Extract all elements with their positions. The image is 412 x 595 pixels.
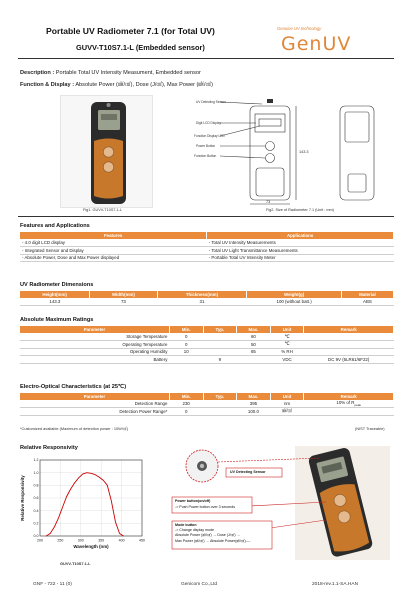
device-photo	[60, 95, 153, 208]
chart-xtick-label: 300	[77, 538, 84, 543]
abs-cell: 85	[237, 348, 271, 356]
abs-cell: 9	[203, 356, 237, 364]
abs-cell: DC 9V (6LR61/6F22)	[304, 356, 394, 364]
electro-header: Unit	[270, 393, 304, 400]
electro-header: Min.	[169, 393, 203, 400]
abs-cell: ℃	[270, 341, 304, 349]
chart-ytick-label: 0.4	[33, 508, 39, 513]
chart-xtick-label: 250	[57, 538, 64, 543]
description-line	[20, 70, 201, 76]
abs-cell	[203, 348, 237, 356]
chart-xtick-label: 450	[139, 538, 145, 543]
brand-logo: GenUV	[281, 33, 352, 55]
responsivity-chart	[18, 454, 148, 559]
electro-cell: 0	[169, 408, 203, 416]
features-header: Features	[20, 232, 207, 239]
dimensions-table	[20, 291, 394, 306]
chart-ytick-label: 0.8	[33, 483, 39, 488]
abs-cell: Operating Temperature	[20, 341, 169, 349]
footer-revision: 2018-rev.1.1-SA.HAN	[312, 582, 359, 587]
dim-label-func-led: Function Display LED	[194, 134, 225, 138]
abs-cell	[203, 333, 237, 341]
function-label: Function & Display :	[20, 82, 75, 88]
fig1-caption: Fig1. GUVV-T10S7.1-L	[83, 208, 123, 212]
electro-cell: 395	[237, 400, 271, 408]
electro-header: Typ.	[203, 393, 237, 400]
electro-cell: 230	[169, 400, 203, 408]
description-text: Portable Total UV Intensity Measument, Embedded sensor	[55, 70, 201, 76]
footer-company: Genicom Co.,Ltd	[181, 582, 217, 587]
electro-cell: ㎽/㎠	[270, 408, 304, 416]
chart-ytick-label: 1.0	[33, 470, 39, 475]
table-row	[20, 341, 394, 349]
remark-subscript: peak	[354, 402, 361, 407]
dim-header: Material	[341, 291, 393, 298]
document-title: Portable UV Radiometer 7.1 (for Total UV)	[46, 26, 215, 36]
callout-power-title: Power button(on/off)	[175, 499, 211, 503]
relative-section-title: Relative Responsivity	[20, 445, 78, 451]
chart-series-line	[46, 473, 124, 536]
dim-cell: 100 (without batt.)	[247, 298, 341, 306]
dim-width-value: 73	[266, 200, 271, 204]
chart-ytick-label: 0.2	[33, 521, 39, 526]
electro-cell	[203, 408, 237, 416]
electro-section-title: Electro-Optical Characteristics (at 25℃)	[20, 384, 127, 390]
brand-tagline: Genuine UV technology	[277, 26, 322, 31]
remark-text: 10% of R	[336, 400, 355, 406]
dim-height-value: 143.3	[299, 150, 309, 154]
dim-label-lcd: Digit LCD Display	[196, 121, 221, 125]
callout-sensor: UV Detecting Sensor	[230, 470, 266, 474]
table-row	[20, 400, 394, 408]
callout-mode-line2b: Dose (J/㎠) →	[217, 533, 241, 537]
abs-cell: VDC	[270, 356, 304, 364]
function-line	[20, 80, 213, 88]
electro-cell: nm	[270, 400, 304, 408]
dim-header: Height(mm)	[20, 291, 90, 298]
abs-cell: % RH	[270, 348, 304, 356]
electro-cell	[304, 400, 394, 408]
abs-cell: 60	[237, 333, 271, 341]
abs-cell	[169, 356, 203, 364]
dim-cell: 143.3	[20, 298, 90, 306]
product-model: GUVV-T10S7.1-L (Embedded sensor)	[76, 43, 205, 52]
abs-header: Unit	[270, 326, 304, 333]
figures-divider	[18, 216, 394, 217]
chart-ytick-label: 0.6	[33, 496, 39, 501]
abs-max-table	[20, 326, 394, 364]
footer-doc-number: GNF - 722 - 11 (0)	[33, 582, 72, 587]
abs-cell: 0	[169, 341, 203, 349]
dim-header: Weight(g)	[247, 291, 341, 298]
callout-mode-line2	[175, 533, 240, 538]
chart-xtick-label: 200	[37, 538, 43, 543]
chart-ytick-label: 1.2	[33, 458, 39, 463]
abs-header: Parameter	[20, 326, 169, 333]
responsivity-chart-svg	[18, 454, 148, 559]
abs-header: Remark	[304, 326, 394, 333]
electro-cell: Detection Range	[20, 400, 169, 408]
application-cell: - Total UV Intensity Measurements	[207, 239, 394, 247]
chart-ylabel: Relative Responsivity	[20, 475, 25, 521]
chart-xlabel: Wavelength (nm)	[73, 544, 109, 549]
application-cell: - Total UV Light Transmittance Measurements	[207, 247, 394, 255]
application-cell: - Portable Total UV Intensity Meter	[207, 254, 394, 262]
dim-cell: ABS	[341, 298, 393, 306]
electro-header: Max.	[237, 393, 271, 400]
table-row	[20, 247, 394, 255]
table-row	[20, 239, 394, 247]
chart-xtick-label: 350	[98, 538, 105, 543]
annotated-device-photo	[170, 444, 396, 562]
callout-mode-line4: Max Power (㎽/㎠) → Absolute Power(㎽/㎠)----	[175, 539, 251, 543]
electro-cell	[304, 408, 394, 416]
dimensions-section-title: UV Radiometer Dimensions	[20, 282, 94, 288]
function-text: Absolute Power (㎽/㎠), Dose (J/㎠), Max Power (㎽/㎠)	[75, 82, 214, 88]
abs-cell: Battery	[20, 356, 169, 364]
fig2-caption: Fig2. Size of Radiometer 7.1 (Unit : mm)	[266, 208, 334, 212]
feature-cell: - 4.0 digit LCD display	[20, 239, 207, 247]
abs-cell: ℃	[270, 333, 304, 341]
applications-header: Applications	[207, 232, 394, 239]
dimension-drawing	[190, 94, 395, 209]
dim-label-function-button: Function Button	[194, 154, 217, 158]
chart-ytick-label: 0.0	[33, 534, 39, 539]
electro-footnote: *Customized available (Maximum of detection power : 10W/㎠)	[20, 426, 129, 431]
header-divider	[18, 58, 394, 59]
abs-cell: 50	[237, 341, 271, 349]
table-row	[20, 348, 394, 356]
abs-cell	[304, 333, 394, 341]
dim-label-sensor: UV Detecting Sensor	[196, 100, 226, 104]
abs-cell	[203, 341, 237, 349]
table-row	[20, 356, 394, 364]
abs-header: Typ.	[203, 326, 237, 333]
chart-xtick-label: 400	[118, 538, 125, 543]
features-table	[20, 232, 394, 262]
abs-cell: 10	[169, 348, 203, 356]
abs-cell	[237, 356, 271, 364]
dim-label-power: Power Button	[196, 144, 216, 148]
abs-cell	[304, 348, 394, 356]
electro-cell	[203, 400, 237, 408]
features-section-title: Features and Applications	[20, 223, 90, 229]
abs-header: Min.	[169, 326, 203, 333]
callout-mode-line1: -> Change display mode	[175, 528, 215, 532]
callout-mode-line2a: Absolute Power (㎽/㎠) →	[175, 533, 217, 537]
feature-cell: - Integrated Sensor and Display	[20, 247, 207, 255]
dim-cell: 31	[157, 298, 247, 306]
electro-cell: 100.0	[237, 408, 271, 416]
table-row	[20, 254, 394, 262]
table-row	[20, 408, 394, 416]
electro-header: Parameter	[20, 393, 169, 400]
description-label: Description :	[20, 70, 55, 76]
callout-mode-title: Mode button	[175, 523, 197, 527]
abs-header: Max.	[237, 326, 271, 333]
dim-header: Thickness(mm)	[157, 291, 247, 298]
table-row	[20, 333, 394, 341]
abs-max-section-title: Absolute Maximum Ratings	[20, 317, 94, 323]
dim-header: Width(mm)	[90, 291, 157, 298]
abs-cell: Storage Temperature	[20, 333, 169, 341]
abs-cell: Operating Humidity	[20, 348, 169, 356]
electro-table	[20, 393, 394, 416]
dim-cell: 73	[90, 298, 157, 306]
chart-caption: GUVV-T10S7.1-L	[60, 561, 91, 566]
electro-cell: Detection Power Range*	[20, 408, 169, 416]
nist-traceable: (NIST Traceable)	[355, 426, 385, 431]
abs-cell: 0	[169, 333, 203, 341]
table-row	[20, 298, 394, 306]
electro-header: Remark	[304, 393, 394, 400]
feature-cell: - Absolute Power, Dose and Max Power displayed	[20, 254, 207, 262]
abs-cell	[304, 341, 394, 349]
callout-power-text: -> Push Power button over 3 seconds	[175, 505, 236, 509]
